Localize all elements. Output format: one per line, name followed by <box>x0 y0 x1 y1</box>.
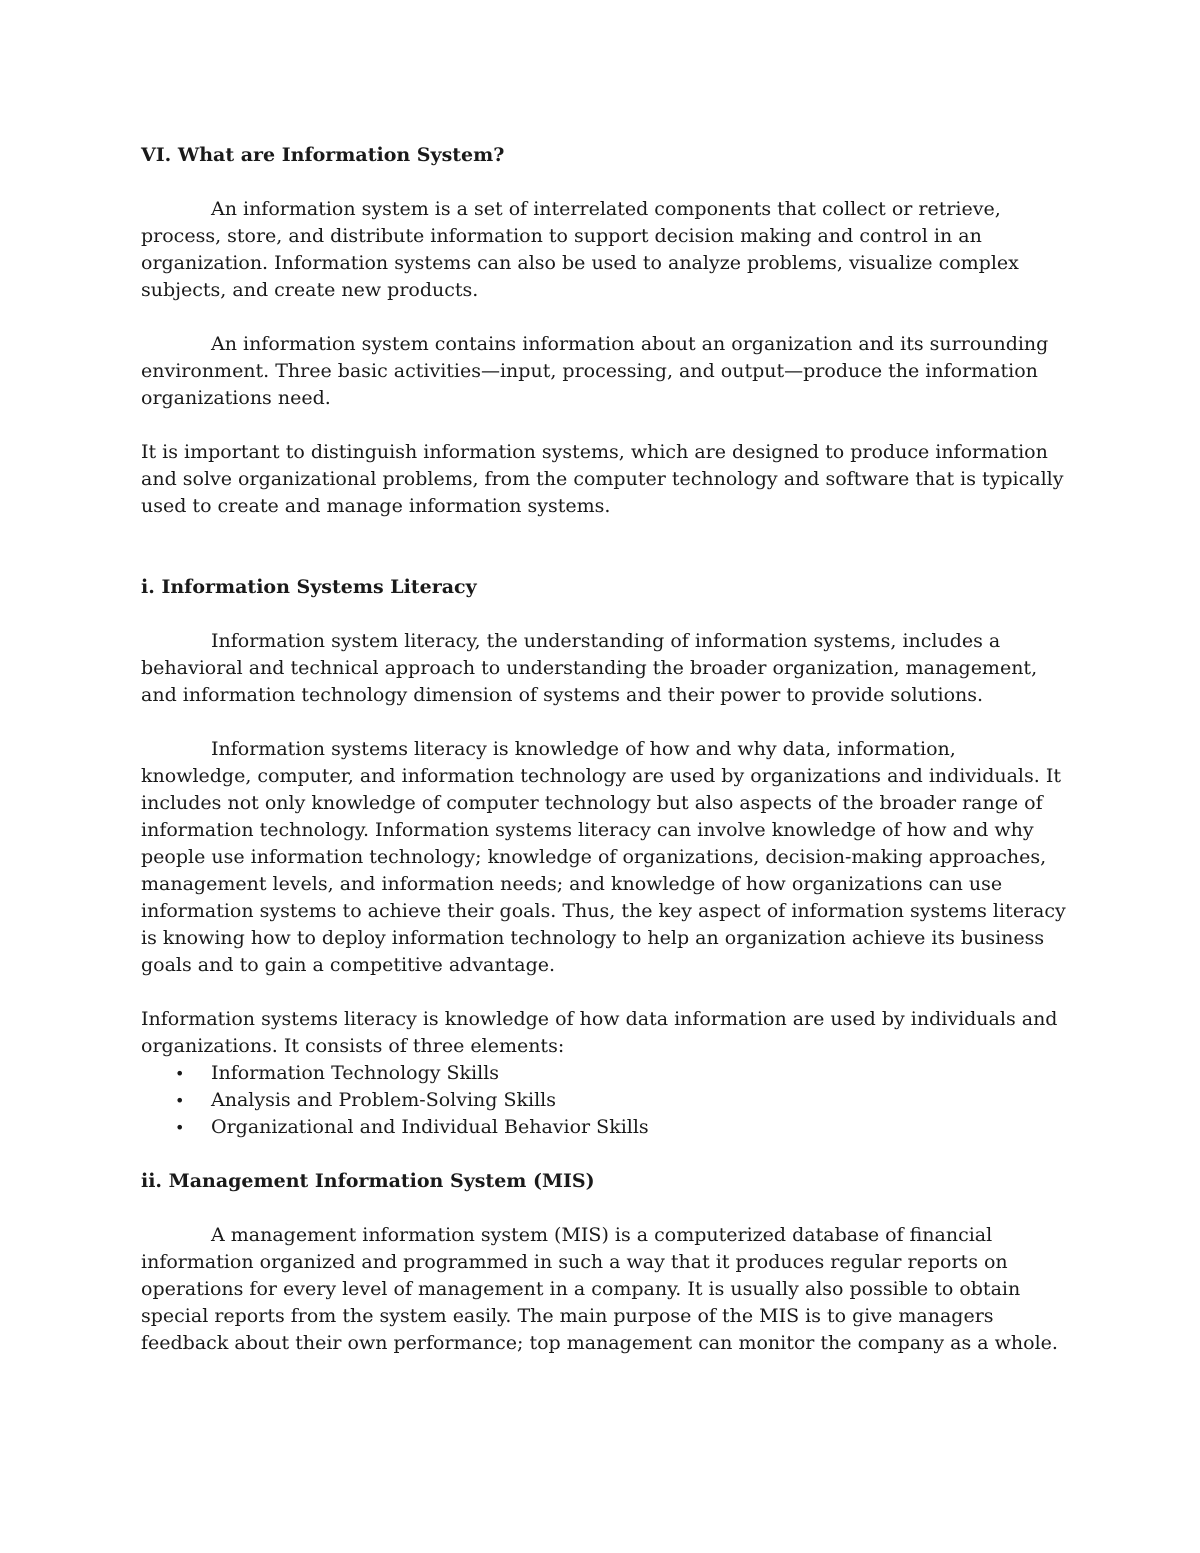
section-i-heading: i. Information Systems Literacy <box>141 576 477 598</box>
document-page <box>141 142 1066 1357</box>
bullet-icon: • <box>175 1091 185 1110</box>
skills-list <box>141 1060 1066 1141</box>
section-vi-heading: VI. What are Information System? <box>141 144 505 166</box>
list-item-text: Analysis and Problem-Solving Skills <box>211 1089 556 1111</box>
section-i-paragraph-3: Information systems literacy is knowledge of how data information are used by individuals and organizations. It consists of three elements: <box>141 1008 1058 1057</box>
section-i-paragraph-1: Information system literacy, the understanding of information systems, includes a behavioral and technical approach to understanding the broader organization, management, and information technology dimension of systems and their power to provide solutions. <box>141 630 1038 706</box>
section-ii-paragraph-1: A management information system (MIS) is a computerized database of financial information organized and programmed in such a way that it produces regular reports on operations for every level of management in a company. It is usually also possible to obtain special reports from the system easily. The main purpose of the MIS is to give managers feedback about their own performance; top management can monitor the company as a whole. <box>141 1224 1058 1354</box>
list-item-text: Organizational and Individual Behavior Skills <box>211 1116 649 1138</box>
section-vi-paragraph-2: An information system contains information about an organization and its surrounding environment. Three basic activities—input, processing, and output—produce the information organizations need. <box>141 333 1049 409</box>
section-ii-heading: ii. Management Information System (MIS) <box>141 1170 595 1192</box>
bullet-icon: • <box>175 1118 185 1137</box>
list-item <box>141 1087 1066 1114</box>
bullet-icon: • <box>175 1064 185 1083</box>
section-vi-paragraph-1: An information system is a set of interrelated components that collect or retrieve, process, store, and distribute information to support decision making and control in an organization. Information systems can also be used to analyze problems, visualize complex subjects, and create new products. <box>141 198 1019 301</box>
section-vi-paragraph-3: It is important to distinguish information systems, which are designed to produce information and solve organizational problems, from the computer technology and software that is typically used to create and manage information systems. <box>141 441 1064 517</box>
section-i-paragraph-2: Information systems literacy is knowledge of how and why data, information, knowledge, computer, and information technology are used by organizations and individuals. It includes not only knowledge of computer technology but also aspects of the broader range of information technology. Information systems literacy can involve knowledge of how and why people use information technology; knowledge of organizations, decision-making approaches, management levels, and information needs; and knowledge of how organizations can use information systems to achieve their goals. Thus, the key aspect of information systems literacy is knowing how to deploy information technology to help an organization achieve its business goals and to gain a competitive advantage. <box>141 738 1066 976</box>
list-item-text: Information Technology Skills <box>211 1062 500 1084</box>
list-item <box>141 1060 1066 1087</box>
list-item <box>141 1114 1066 1141</box>
